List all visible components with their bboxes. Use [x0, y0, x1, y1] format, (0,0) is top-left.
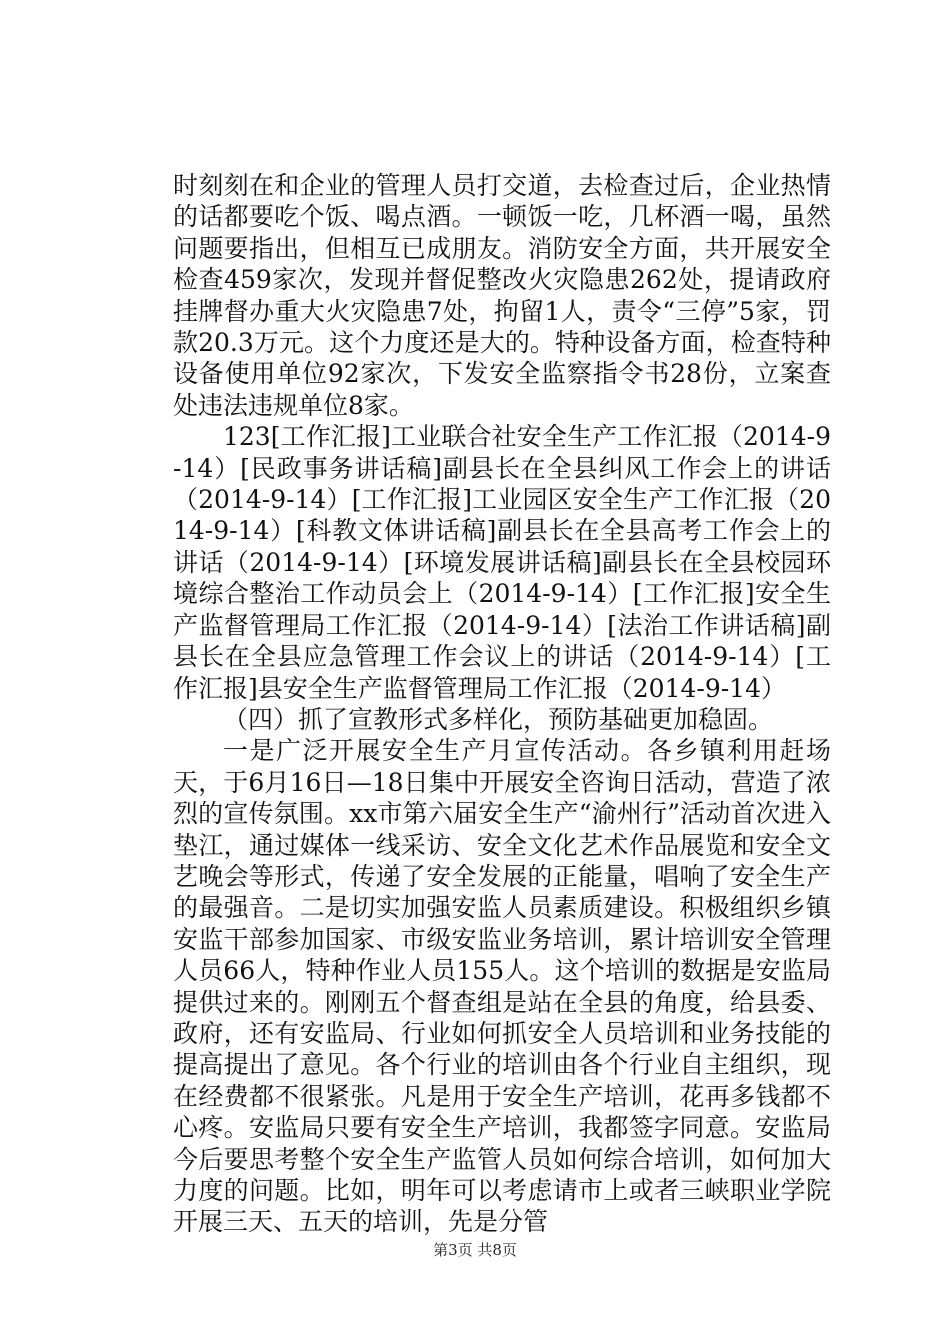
section-heading-publicity: （四）抓了宣教形式多样化，预防基础更加稳固。 [223, 704, 774, 734]
paragraph-fire-special-equipment: 时刻刻在和企业的管理人员打交道，去检查过后，企业热情的话都要吃个饭、喝点酒。一顿饭一吃，几杯酒一喝，虽然问题要指出，但相互已成朋友。消防安全方面，共开展安全检查459家次，发现并督促整改火灾隐患262处，提请政府挂牌督办重大火灾隐患7处，拘留1人，责令“三停”5家，罚款20.3万元。这个力度还是大的。特种设备方面，检查特种设备使用单位92家次，下发安全监察指令书28份，立案查处违法违规单位8家。 [173, 171, 831, 420]
page-number-footer: 第3页 共8页 [433, 1241, 517, 1259]
paragraph-publicity-training: 一是广泛开展安全生产月宣传活动。各乡镇利用赶场天，于6月16日—18日集中开展安全咨询日活动，营造了浓烈的宣传氛围。xx市第六届安全生产“渝州行”活动首次进入垫江，通过媒体一线采访、安全文化艺术作品展览和安全文艺晚会等形式，传递了安全发展的正能量，唱响了安全生产的最强音。二是切实加强安监人员素质建设。积极组织乡镇安监干部参加国家、市级安监业务培训，累计培训安全管理人员66人，特种作业人员155人。这个培训的数据是安监局提供过来的。刚刚五个督查组是站在全县的角度，给县委、政府，还有安监局、行业如何抓安全人员培训和业务技能的提高提出了意见。各个行业的培训由各个行业自主组织，现在经费都不很紧张。凡是用于安全生产培训，花再多钱都不心疼。安监局只要有安全生产培训，我都签字同意。安监局今后要思考整个安全生产监管人员如何综合培训，如何加大力度的问题。比如，明年可以考虑请市上或者三峡职业学院开展三天、五天的培训，先是分管 [173, 736, 831, 1237]
document-body [173, 170, 831, 1238]
paragraph-related-articles: 123[工作汇报]工业联合社安全生产工作汇报（2014-9-14）[民政事务讲话稿]副县长在全县纠风工作会上的讲话（2014-9-14）[工作汇报]工业园区安全生产工作汇报（2014-9-14）[科教文体讲话稿]副县长在全县高考工作会上的讲话（2014-9-14）[环境发展讲话稿]副县长在全县校园环境综合整治工作动员会上（2014-9-14）[工作汇报]安全生产监督管理局工作汇报（2014-9-14）[法治工作讲话稿]副县长在全县应急管理工作会议上的讲话（2014-9-14）[工作汇报]县安全生产监督管理局工作汇报（2014-9-14） [173, 422, 831, 703]
